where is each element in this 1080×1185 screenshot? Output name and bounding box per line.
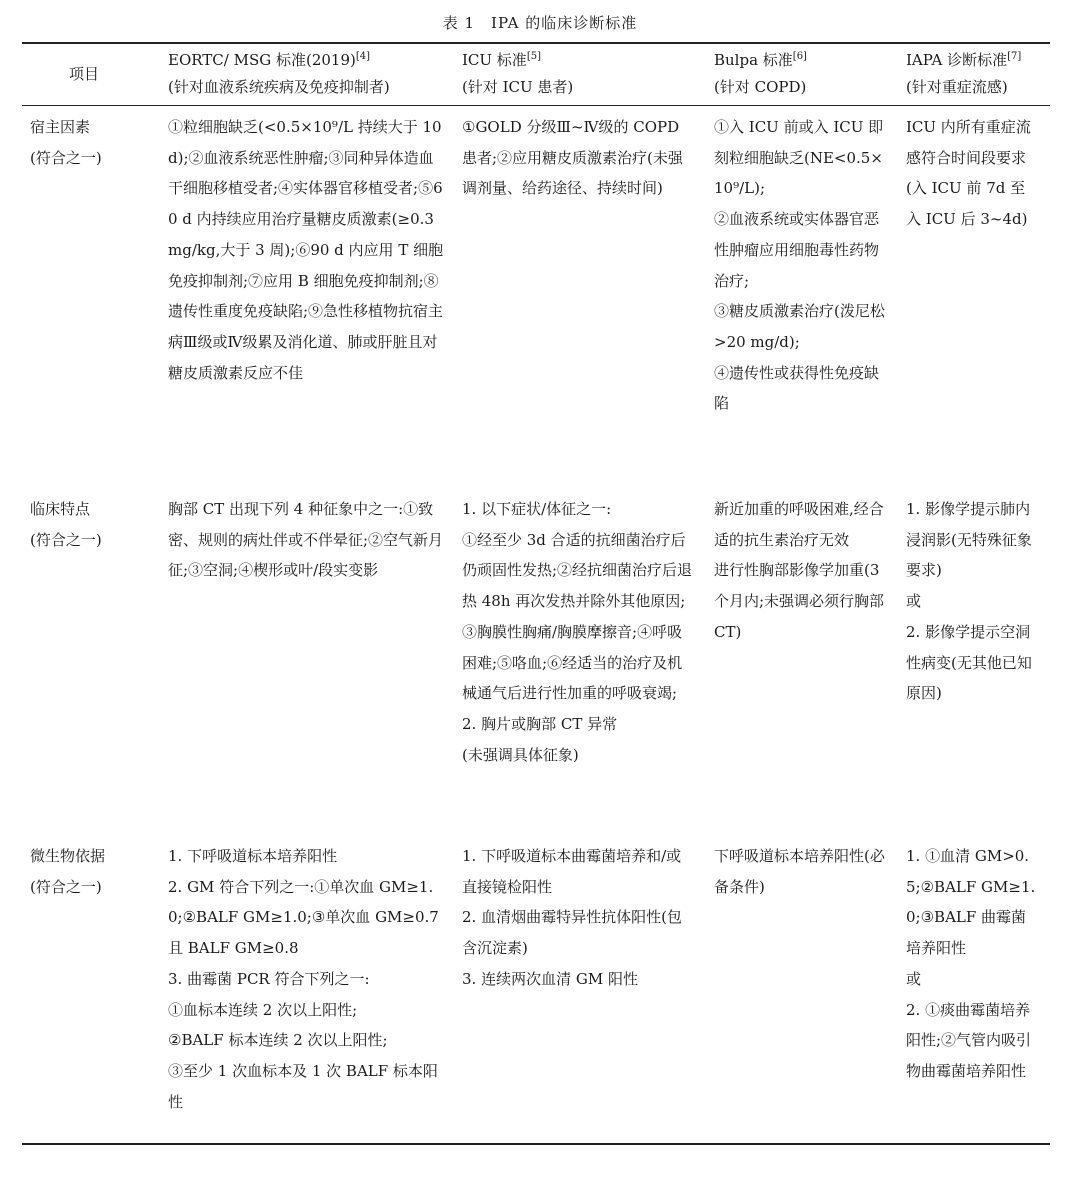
cell-text: 2. ①痰曲霉菌培养阳性;②气管内吸引物曲霉菌培养阳性 (906, 1000, 1032, 1080)
cell-clinical-bulpa (706, 490, 898, 837)
cell-text: 3. 曲霉菌 PCR 符合下列之一: (168, 969, 370, 988)
cell-text: ③至少 1 次血标本及 1 次 BALF 标本阳性 (168, 1061, 438, 1111)
cell-text: ①血标本连续 2 次以上阳性; (168, 1000, 358, 1019)
header-iapa (898, 43, 1050, 106)
cell-host-iapa (898, 106, 1050, 491)
cell-text: 下呼吸道标本培养阳性(必备条件) (714, 847, 885, 896)
cell-text: 1. 下呼吸道标本培养阳性 (168, 847, 338, 865)
row-header-clinical-features (22, 490, 160, 837)
header-eortc-sub: (针对血液系统疾病及免疫抑制者) (168, 78, 390, 96)
table-row-microbiology (22, 837, 1050, 1144)
cell-text: 新近加重的呼吸困难,经合适的抗生素治疗无效 (714, 500, 884, 549)
row-sublabel: (符合之一) (30, 530, 102, 549)
cell-clinical-iapa (898, 490, 1050, 837)
row-header-host-factors (22, 106, 160, 491)
row-label: 微生物依据 (30, 847, 106, 865)
header-iapa-ref: [7] (1007, 51, 1022, 62)
cell-text: 2. 胸片或胸部 CT 异常 (462, 714, 618, 733)
header-bulpa-sub: (针对 COPD) (714, 78, 807, 96)
cell-micro-eortc (160, 837, 454, 1144)
cell-text: 或 (906, 592, 922, 611)
cell-micro-icu (454, 837, 706, 1144)
cell-micro-iapa (898, 837, 1050, 1144)
cell-clinical-eortc (160, 490, 454, 837)
table-row-clinical-features (22, 490, 1050, 837)
cell-text: 1. 以下症状/体征之一: (462, 500, 612, 518)
cell-text: 2. 影像学提示空洞性病变(无其他已知原因) (906, 622, 1032, 703)
header-item: 项目 (22, 43, 160, 106)
cell-text: 或 (906, 969, 922, 988)
cell-text: ②血液系统或实体器官恶性肿瘤应用细胞毒性药物治疗; (714, 210, 880, 290)
cell-text: ①经至少 3d 合适的抗细菌治疗后仍顽固性发热;②经抗细菌治疗后退热 48h 再次发热并除外其他原因;③胸膜性胸痛/胸膜摩擦音;④呼吸困难;⑤咯血;⑥经适当的治疗及机械通气后进行性加重的呼吸衰竭; (462, 530, 693, 703)
header-bulpa-title: Bulpa 标准 (714, 51, 793, 69)
cell-text: 1. 下呼吸道标本曲霉菌培养和/或直接镜检阳性 (462, 847, 682, 896)
cell-host-icu (454, 106, 706, 491)
header-icu-title: ICU 标准 (462, 51, 527, 69)
cell-clinical-icu (454, 490, 706, 837)
table-row-host-factors (22, 106, 1050, 491)
cell-text: 3. 连续两次血清 GM 阳性 (462, 969, 638, 988)
cell-text: ①GOLD 分级Ⅲ~Ⅳ级的 COPD 患者;②应用糖皮质激素治疗(未强调剂量、给药途径、持续时间) (462, 118, 683, 198)
cell-text: ICU 内所有重症流感符合时间段要求(入 ICU 前 7d 至入 ICU 后 3~4d) (906, 118, 1031, 229)
cell-text: (未强调具体征象) (462, 745, 579, 764)
header-iapa-sub: (针对重症流感) (906, 78, 1008, 96)
row-header-microbiology (22, 837, 160, 1144)
cell-text: 1. 影像学提示肺内浸润影(无特殊征象要求) (906, 500, 1032, 580)
cell-host-bulpa (706, 106, 898, 491)
cell-text: 1. ①血清 GM>0.5;②BALF GM≥1.0;③BALF 曲霉菌培养阳性 (906, 847, 1036, 958)
diagnostic-criteria-table (22, 42, 1050, 1145)
cell-host-eortc (160, 106, 454, 491)
cell-text: ④遗传性或获得性免疫缺陷 (714, 363, 880, 413)
header-eortc (160, 43, 454, 106)
cell-text: 胸部 CT 出现下列 4 种征象中之一:①致密、规则的病灶伴或不伴晕征;②空气新月征;③空洞;④楔形或叶/段实变影 (168, 500, 444, 580)
row-sublabel: (符合之一) (30, 148, 102, 167)
cell-text: ②BALF 标本连续 2 次以上阳性; (168, 1031, 388, 1050)
table-header-row (22, 43, 1050, 106)
header-iapa-title: IAPA 诊断标准 (906, 51, 1008, 69)
header-bulpa-ref: [6] (792, 51, 807, 62)
cell-text: 2. GM 符合下列之一:①单次血 GM≥1.0;②BALF GM≥1.0;③单次血 GM≥0.7 且 BALF GM≥0.8 (168, 877, 439, 958)
header-eortc-ref: [4] (355, 51, 371, 62)
header-icu (454, 43, 706, 106)
cell-text: ①入 ICU 前或入 ICU 即刻粒细胞缺乏(NE<0.5×10⁹/L); (714, 118, 884, 198)
cell-micro-bulpa (706, 837, 898, 1144)
header-icu-ref: [5] (526, 51, 541, 62)
header-eortc-title: EORTC/ MSG 标准(2019) (168, 51, 356, 69)
table-caption: 表 1 IPA 的临床诊断标准 (442, 14, 638, 32)
cell-text: ①粒细胞缺乏(<0.5×10⁹/L 持续大于 10 d);②血液系统恶性肿瘤;③同种异体造血干细胞移植受者;④实体器官移植受者;⑤60 d 内持续应用治疗量糖皮质激素(≥0.3 mg/kg,大于 3 周);⑥90 d 内应用 T 细胞免疫抑制剂;⑦应用 B 细胞免疫抑制剂;⑧遗传性重度免疫缺陷;⑨急性移植物抗宿主病Ⅲ级或Ⅳ级累及消化道、肺或肝脏且对糖皮质激素反应不佳 (168, 118, 444, 382)
header-bulpa (706, 43, 898, 106)
cell-text: 2. 血清烟曲霉特异性抗体阳性(包含沉淀素) (462, 908, 682, 958)
header-icu-sub: (针对 ICU 患者) (462, 78, 574, 96)
row-label: 宿主因素 (30, 118, 91, 136)
cell-text: ③糖皮质激素治疗(泼尼松>20 mg/d); (714, 302, 885, 351)
cell-text: 进行性胸部影像学加重(3 个月内;未强调必须行胸部 CT) (714, 561, 885, 641)
row-label: 临床特点 (30, 500, 91, 518)
row-sublabel: (符合之一) (30, 877, 102, 896)
